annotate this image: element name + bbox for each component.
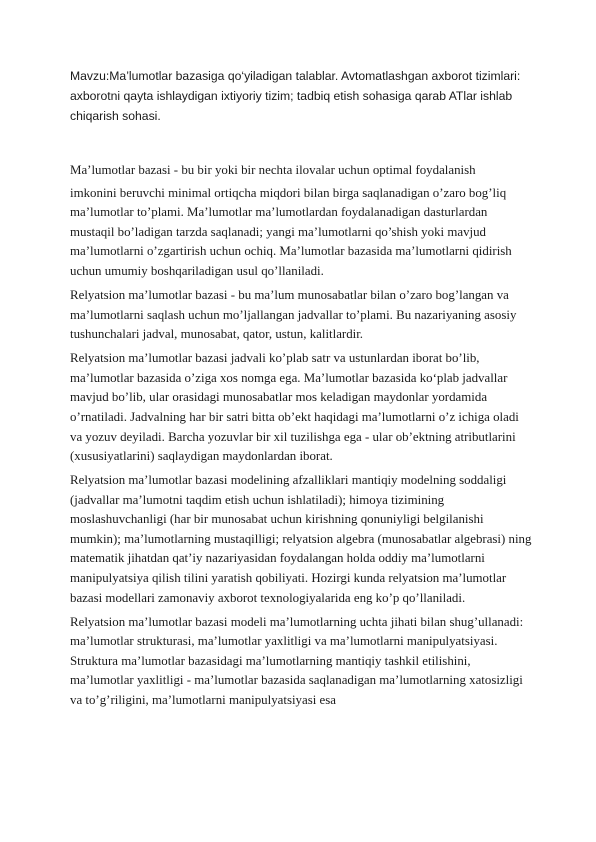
document-body <box>70 161 532 715</box>
paragraph-6: Relyatsion ma’lumotlar bazasi modeli ma’lumotlarning uchta jihati bilan shug’ullanadi: ma’lumotlar strukturasi, ma’lumotlar yaxlitligi va ma’lumotlarni manipulyatsiyasi. Struktura ma’lumotlar bazasidagi ma’lumotlarning mantiqiy tashkil etilishini, ma’lumotlar yaxlitligi - ma’lumotlar bazasida saqlanadigan ma’lumotlarning xatosizligi va to’g’riligini, ma’lumotlarni manipulyatsiyasi esa <box>70 614 524 707</box>
paragraph-2: imkonini beruvchi minimal ortiqcha miqdori bilan birga saqlanadigan o’zaro bog’liq ma’lumotlar to’plami. Ma’lumotlar ma’lumotlardan foydalanadigan dasturlardan mustaqil bo’ladigan tarzda saqlanadi; yangi ma’lumotlarni qo’shish yoki mavjud ma’lumotlarni o’zgartirish uchun ochiq. Ma’lumotlar bazasida ma’lumotlarni qidirish uchun umumiy boshqariladigan usul qo’llaniladi. <box>70 185 512 278</box>
paragraph-1: Ma’lumotlar bazasi - bu bir yoki bir nechta ilovalar uchun optimal foydalanish <box>70 163 476 177</box>
paragraph-5: Relyatsion ma’lumotlar bazasi modelining afzalliklari mantiqiy modelning soddaligi (jadvallar ma’lumotni taqdim etish uchun ishlatiladi); himoya tizimining moslashuvchanligi (har bir munosabat uchun kirishning qonuniyligi belgilanishi mumkin); ma’lumotlarning mustaqilligi; relyatsion algebra (munosabatlar algebrasi) ning matematik jihatdan qat’iy nazariyasidan foydalangan holda oddiy ma’lumotlarni manipulyatsiya qilish tilini yaratish qobiliyati. Hozirgi kunda relyatsion ma’lumotlar bazasi modellari zamonaviy axborot texnologiyalarida eng ko’p qo’llaniladi. <box>70 473 532 605</box>
document-title: Mavzu:Ma’lumotlar bazasiga qo‘yiladigan talablar. Avtomatlashgan axborot tizimlari: axborotni qayta ishlaydigan ixtiyoriy tizim; tadbiq etish sohasiga qarab ATlar ishlab chiqarish sohasi. <box>70 69 521 123</box>
paragraph-3: Relyatsion ma’lumotlar bazasi - bu ma’lum munosabatlar bilan o’zaro bog’langan va ma’lumotlarni saqlash uchun mo’ljallangan jadvallar to’plami. Bu nazariyaning asosiy tushunchalari jadval, munosabat, qator, ustun, kalitlardir. <box>70 287 517 342</box>
paragraph-4: Relyatsion ma’lumotlar bazasi jadvali ko’plab satr va ustunlardan iborat bo’lib, ma’lumotlar bazasida o’ziga xos nomga ega. Ma’lumotlar bazasida ko‘plab jadvallar mavjud bo’lib, ular orasidagi munosabatlar mos keladigan maydonlar yordamida o’rnatiladi. Jadvalning har bir satri bitta ob’ekt haqidagi ma’lumotlarni o’z ichiga oladi va yozuv deyiladi. Barcha yozuvlar bir xil tuzilishga ega - ular ob’ektning atributlarini (xususiyatlarini) saqlaydigan maydonlardan iborat. <box>70 351 519 464</box>
